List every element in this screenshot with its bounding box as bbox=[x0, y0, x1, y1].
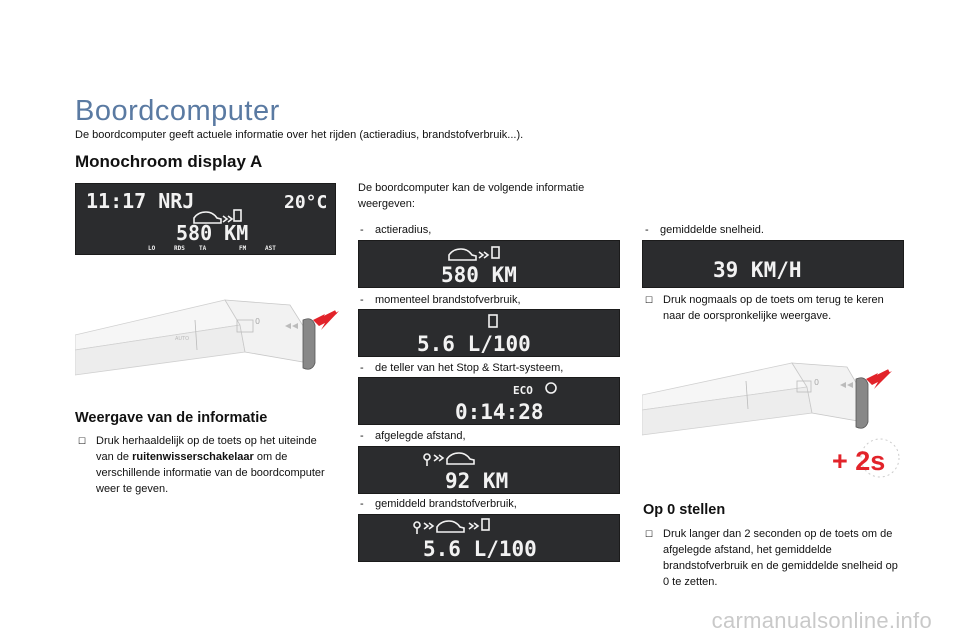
lcd-bottom-labels bbox=[148, 245, 276, 252]
item-label-text: gemiddelde snelheid. bbox=[660, 224, 764, 236]
car-fuel-icon bbox=[449, 247, 499, 260]
instruction-bullet-icon: ☐ bbox=[78, 436, 87, 446]
weergave-instruction bbox=[78, 433, 338, 497]
fuel-pump-icon bbox=[489, 315, 497, 327]
lcd-value: 92 KM bbox=[445, 469, 509, 493]
key-car-fuel-icon bbox=[414, 519, 489, 534]
eco-badge: ECO bbox=[513, 384, 533, 397]
main-lcd-display bbox=[75, 183, 336, 255]
svg-text:0: 0 bbox=[814, 378, 820, 387]
list-item-label: - de teller van het Stop & Start-systeem, bbox=[360, 362, 564, 374]
item-label-text: afgelegde afstand, bbox=[375, 430, 466, 442]
key-car-icon bbox=[424, 453, 474, 466]
section-title-reset: Op 0 stellen bbox=[643, 502, 726, 518]
list-item-label: - gemiddelde snelheid. bbox=[645, 224, 764, 236]
lcd-gemiddelde-snelheid bbox=[642, 240, 904, 288]
stopwatch-icon bbox=[546, 383, 556, 393]
svg-text:0: 0 bbox=[255, 317, 261, 326]
item-label-text: de teller van het Stop & Start-systeem, bbox=[375, 362, 564, 374]
middle-intro: De boordcomputer kan de volgende informatie weergeven: bbox=[358, 182, 585, 210]
watermark: carmanualsonline.info bbox=[711, 608, 932, 633]
instruction-bullet-icon: ☐ bbox=[645, 529, 654, 539]
section-title-monochrome: Monochroom display A bbox=[75, 152, 263, 171]
section-title-weergave: Weergave van de informatie bbox=[75, 410, 268, 426]
lcd-gemiddeld-verbruik bbox=[358, 514, 620, 562]
weergave-text-bold: ruitenwisserschakelaar bbox=[132, 451, 254, 463]
weergave-text-2: om de verschillende informatie van de boordcomputer weer te geven. bbox=[96, 451, 325, 495]
lcd-label-lo: LO bbox=[148, 245, 156, 252]
lcd-label-ast: AST bbox=[265, 245, 276, 252]
lcd-value: 0:14:28 bbox=[455, 400, 544, 424]
list-item-label: - actieradius, bbox=[360, 224, 432, 236]
page-subtitle: De boordcomputer geeft actuele informatie over het rijden (actieradius, brandstofverbruik...). bbox=[75, 129, 524, 141]
lcd-afgelegde-afstand bbox=[358, 446, 620, 494]
return-instruction bbox=[645, 292, 895, 324]
lcd-value: 5.6 L/100 bbox=[417, 332, 531, 356]
instruction-bullet-icon: ☐ bbox=[645, 295, 654, 305]
lcd-momenteel-verbruik bbox=[358, 309, 620, 357]
return-text: Druk nogmaals op de toets om terug te keren naar de oorspronkelijke weergave. bbox=[663, 294, 884, 322]
lcd-clock-radio: 11:17 NRJ bbox=[86, 189, 195, 213]
lcd-value: 5.6 L/100 bbox=[423, 537, 537, 561]
svg-text:AUTO: AUTO bbox=[175, 336, 190, 342]
hold-2s-badge bbox=[828, 437, 902, 481]
press-arrow-icon bbox=[866, 371, 892, 389]
lcd-temperature: 20°C bbox=[284, 192, 328, 213]
lcd-value: 39 KM/H bbox=[713, 258, 802, 282]
lcd-label-ta: TA bbox=[199, 245, 207, 252]
lcd-actieradius bbox=[358, 240, 620, 288]
item-label-text: actieradius, bbox=[375, 224, 432, 236]
main-lcd-svg bbox=[76, 184, 335, 254]
lcd-value: 580 KM bbox=[441, 263, 517, 287]
list-item-label: - gemiddeld brandstofverbruik, bbox=[360, 498, 517, 510]
list-item-label: - momenteel brandstofverbruik, bbox=[360, 294, 521, 306]
reset-instruction bbox=[645, 526, 905, 590]
reset-text: Druk langer dan 2 seconden op de toets om de afgelegde afstand, het gemiddelde brandstofverbruik en de gemiddelde snelheid op 0 te zetten. bbox=[663, 528, 898, 588]
stalk-body bbox=[75, 300, 307, 375]
lcd-label-fm: FM bbox=[239, 245, 247, 252]
lcd-label-rds: RDS bbox=[174, 245, 185, 252]
hold-badge-text: + 2s bbox=[832, 446, 886, 476]
lcd-stop-start bbox=[358, 377, 620, 425]
stalk-end-button bbox=[856, 378, 868, 428]
wiper-stalk-illustration bbox=[75, 290, 345, 380]
wiper-stalk-illustration-right bbox=[642, 355, 912, 440]
item-label-text: momenteel brandstofverbruik, bbox=[375, 294, 521, 306]
list-item-label: - afgelegde afstand, bbox=[360, 430, 466, 442]
lcd-main-value: 580 KM bbox=[176, 221, 249, 245]
item-label-text: gemiddeld brandstofverbruik, bbox=[375, 498, 517, 510]
page-title: Boordcomputer bbox=[75, 95, 280, 127]
weergave-text-1: Druk herhaaldelijk op de toets op het uiteinde van de bbox=[96, 435, 317, 463]
